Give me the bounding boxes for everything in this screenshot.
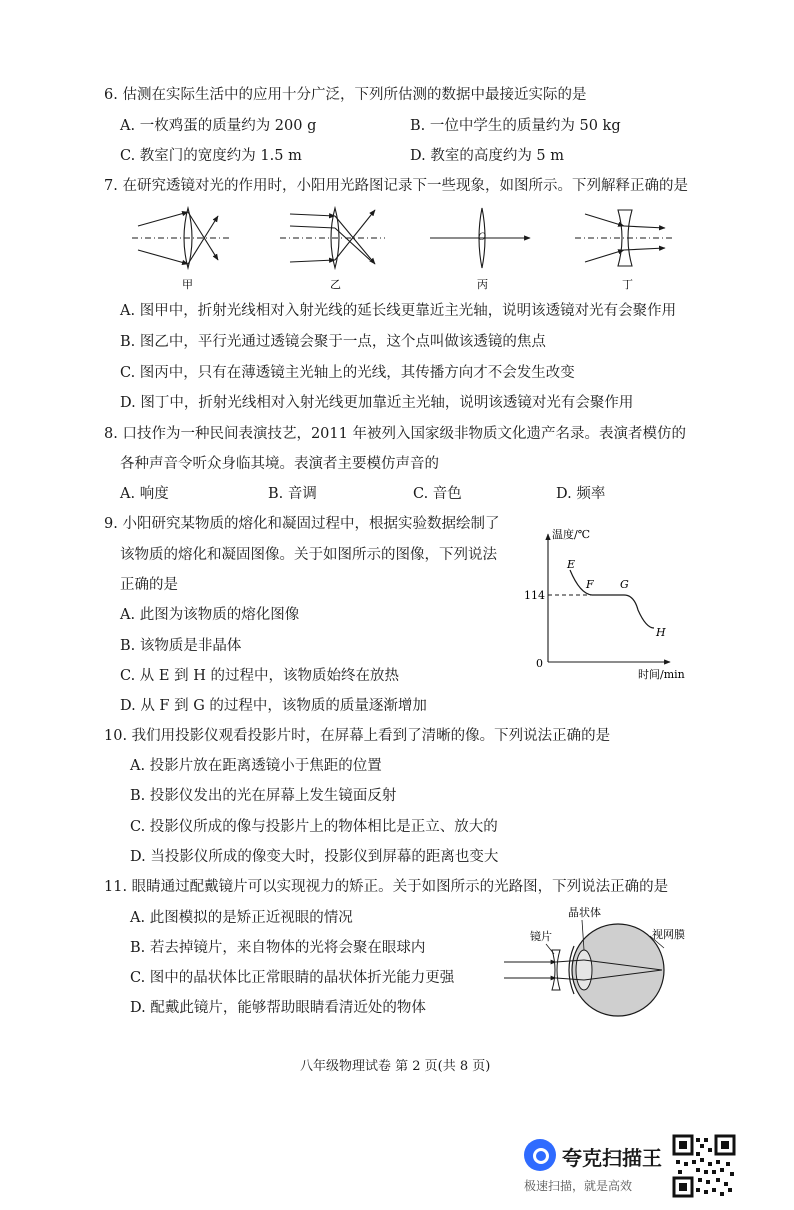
q6-option-d: D. 教室的高度约为 5 m bbox=[410, 148, 565, 164]
optical-center-label: O bbox=[478, 232, 487, 243]
label-jia: 甲 bbox=[182, 278, 193, 290]
label-bing: 丙 bbox=[477, 278, 488, 290]
glasses-lens bbox=[552, 950, 560, 990]
q9-option-c: C. 从 E 到 H 的过程中，该物质始终在放热 bbox=[120, 668, 399, 684]
q6-stem: 6. 估测在实际生活中的应用十分广泛，下列所估测的数据中最接近实际的是 bbox=[104, 87, 587, 103]
label-ding: 丁 bbox=[622, 278, 633, 290]
q7-option-d: D. 图丁中，折射光线相对入射光线更加靠近主光轴，说明该透镜对光有会聚作用 bbox=[120, 395, 634, 411]
q11-stem: 11. 眼睛通过配戴镜片可以实现视力的矫正。关于如图所示的光路图，下列说法正确的是 bbox=[104, 879, 669, 895]
q10-option-a: A. 投影片放在距离透镜小于焦距的位置 bbox=[130, 758, 382, 774]
diagram-jia bbox=[132, 208, 230, 268]
brand-logo-icon bbox=[524, 1139, 556, 1171]
q11-option-b: B. 若去掉镜片，来自物体的光将会聚在眼球内 bbox=[130, 940, 426, 956]
q11-option-c: C. 图中的晶状体比正常眼睛的晶状体折光能力更强 bbox=[130, 970, 455, 986]
q10-option-b: B. 投影仪发出的光在屏幕上发生镜面反射 bbox=[130, 788, 397, 804]
x-axis-label: 时间/min bbox=[638, 668, 685, 681]
brand-slogan: 极速扫描，就是高效 bbox=[524, 1179, 633, 1193]
origin-label: 0 bbox=[536, 657, 543, 670]
point-g-label: G bbox=[620, 578, 629, 591]
point-h-label: H bbox=[656, 626, 666, 639]
page-footer: 八年级物理试卷 第 2 页(共 8 页) bbox=[300, 1059, 491, 1074]
q8-option-d: D. 频率 bbox=[556, 486, 606, 502]
q11-option-d: D. 配戴此镜片，能够帮助眼睛看清近处的物体 bbox=[130, 1000, 426, 1016]
temperature-curve bbox=[570, 570, 654, 628]
crystalline-lens bbox=[576, 950, 592, 990]
q7-option-b: B. 图乙中，平行光通过透镜会聚于一点，这个点叫做该透镜的焦点 bbox=[120, 334, 546, 350]
q7-option-a: A. 图甲中，折射光线相对入射光线的延长线更靠近主光轴，说明该透镜对光有会聚作用 bbox=[120, 303, 677, 319]
q9-option-d: D. 从 F 到 G 的过程中，该物质的质量逐渐增加 bbox=[120, 698, 427, 714]
q7-option-c: C. 图丙中，只有在薄透镜主光轴上的光线，其传播方向才不会发生改变 bbox=[120, 365, 575, 381]
q8-stem-line1: 8. 口技作为一种民间表演技艺，2011 年被列入国家级非物质文化遗产名录。表演者模仿的 bbox=[104, 426, 686, 442]
y-axis-label: 温度/℃ bbox=[552, 528, 591, 541]
brand-name: 夸克扫描王 bbox=[562, 1146, 662, 1170]
q9-stem-line1: 9. 小阳研究某物质的熔化和凝固过程中，根据实验数据绘制了 bbox=[104, 516, 500, 532]
label-lens: 镜片 bbox=[530, 930, 552, 943]
q9-stem-line2: 该物质的熔化和凝固图像。关于如图所示的图像，下列说法 bbox=[120, 547, 497, 563]
q8-option-a: A. 响度 bbox=[120, 486, 169, 502]
qr-code-icon bbox=[672, 1134, 736, 1198]
q9-option-b: B. 该物质是非晶体 bbox=[120, 638, 242, 654]
q6-option-a: A. 一枚鸡蛋的质量约为 200 g bbox=[120, 118, 317, 134]
q10-option-c: C. 投影仪所成的像与投影片上的物体相比是正立、放大的 bbox=[130, 819, 498, 835]
label-crystalline: 晶状体 bbox=[568, 906, 601, 919]
label-retina: 视网膜 bbox=[652, 928, 685, 941]
eye-diagram bbox=[500, 904, 720, 1020]
q10-stem: 10. 我们用投影仪观看投影片时，在屏幕上看到了清晰的像。下列说法正确的是 bbox=[104, 728, 611, 744]
q11-option-a: A. 此图模拟的是矫正近视眼的情况 bbox=[130, 910, 353, 926]
point-f-label: F bbox=[586, 578, 594, 591]
point-e-label: E bbox=[567, 558, 576, 571]
q8-option-b: B. 音调 bbox=[268, 486, 317, 502]
q9-stem-line3: 正确的是 bbox=[120, 577, 178, 593]
q10-option-d: D. 当投影仪所成的像变大时，投影仪到屏幕的距离也变大 bbox=[130, 849, 499, 865]
q6-option-b: B. 一位中学生的质量约为 50 kg bbox=[410, 118, 621, 134]
q6-option-c: C. 教室门的宽度约为 1.5 m bbox=[120, 148, 302, 164]
label-yi: 乙 bbox=[330, 278, 341, 290]
q9-option-a: A. 此图为该物质的熔化图像 bbox=[120, 607, 300, 623]
diagram-ding bbox=[575, 210, 675, 266]
diagram-yi bbox=[280, 208, 385, 268]
y-tick-114: 114 bbox=[524, 589, 545, 602]
q7-stem: 7. 在研究透镜对光的作用时，小阳用光路图记录下一些现象，如图所示。下列解释正确的是 bbox=[104, 178, 688, 194]
q8-option-c: C. 音色 bbox=[413, 486, 462, 502]
q8-stem-line2: 各种声音令听众身临其境。表演者主要模仿声音的 bbox=[120, 456, 439, 472]
lens-diagrams bbox=[130, 202, 690, 290]
melting-curve-chart bbox=[520, 524, 700, 684]
